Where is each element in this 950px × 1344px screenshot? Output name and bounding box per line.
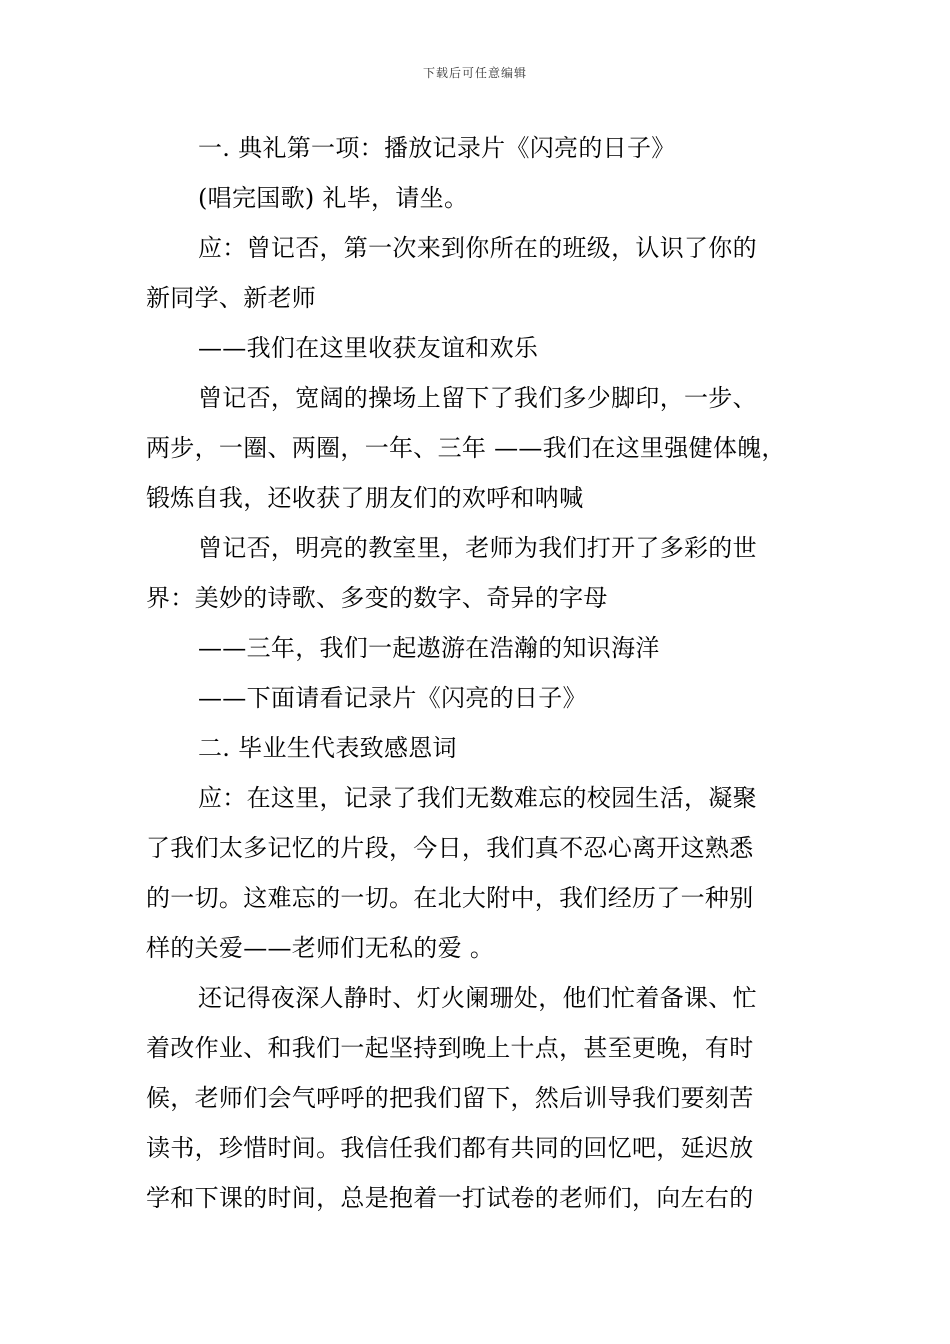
paragraph-line: 锻炼自我，还收获了朋友们的欢呼和呐喊 [146, 484, 584, 512]
document-body [146, 129, 811, 1229]
paragraph-line: 两步，一圈、两圈，一年、三年 ——我们在这里强健体魄， [146, 434, 786, 462]
section-heading: 一. 典礼第一项：播放记录片《闪亮的日子》 [198, 134, 676, 162]
paragraph-line: ——三年，我们一起遨游在浩瀚的知识海洋 [198, 634, 660, 662]
section-heading: 二. 毕业生代表致感恩词 [198, 734, 457, 762]
paragraph-line: 候，老师们会气呼呼的把我们留下，然后训导我们要刻苦 [146, 1084, 754, 1112]
paragraph-line: 界：美妙的诗歌、多变的数字、奇异的字母 [146, 584, 608, 612]
paragraph-line: 新同学、新老师 [146, 284, 317, 312]
paragraph-line: 曾记否，宽阔的操场上留下了我们多少脚印，一步、 [198, 384, 757, 412]
paragraph-line: 曾记否，明亮的教室里，老师为我们打开了多彩的世 [198, 534, 757, 562]
paragraph-line: 还记得夜深人静时、灯火阑珊处，他们忙着备课、忙 [198, 984, 757, 1012]
paragraph-line: 样的关爱——老师们无私的爱 。 [146, 934, 495, 962]
paragraph-line: 学和下课的时间，总是抱着一打试卷的老师们，向左右的 [146, 1184, 754, 1212]
paragraph-line: 应：曾记否，第一次来到你所在的班级，认识了你的 [198, 234, 757, 262]
paragraph-line: 应：在这里，记录了我们无数难忘的校园生活，凝聚 [198, 784, 757, 812]
paragraph-line: ——我们在这里收获友谊和欢乐 [198, 334, 539, 362]
paragraph-line: 读书，珍惜时间。我信任我们都有共同的回忆吧，延迟放 [146, 1134, 754, 1162]
page-header: 下载后可任意编辑 [422, 66, 527, 80]
paragraph-line: 的一切。这难忘的一切。在北大附中，我们经历了一种别 [146, 884, 754, 912]
paragraph-line: ——下面请看记录片《闪亮的日子》 [198, 684, 587, 712]
paragraph-line: 着改作业、和我们一起坚持到晚上十点，甚至更晚，有时 [146, 1034, 754, 1062]
paragraph-line: (唱完国歌) 礼毕，请坐。 [198, 184, 469, 212]
paragraph-line: 了我们太多记忆的片段，今日，我们真不忍心离开这熟悉 [146, 834, 754, 862]
